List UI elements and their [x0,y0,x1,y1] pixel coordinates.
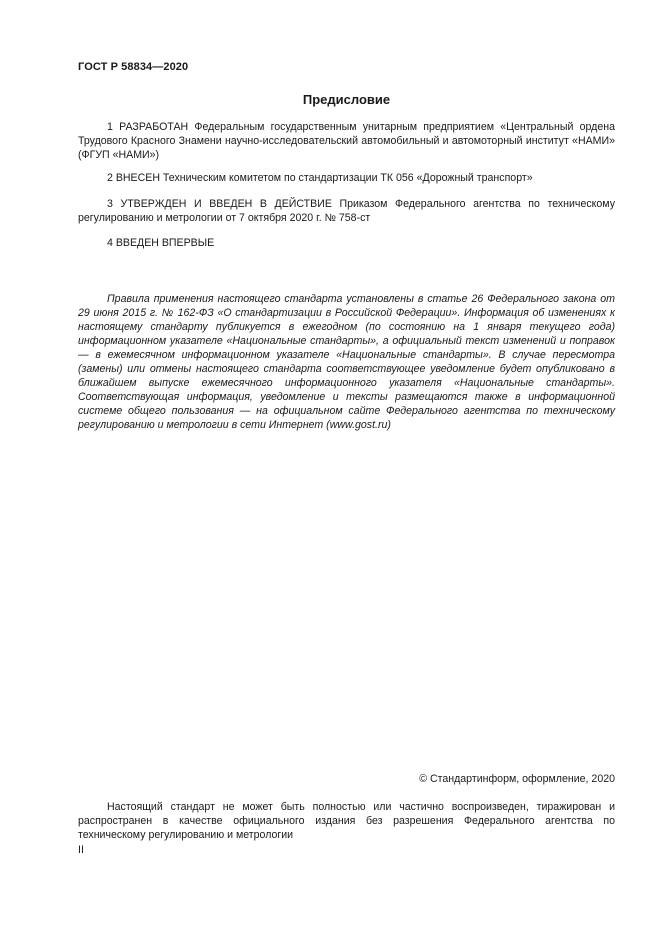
foreword-item-4-text: 4 ВВЕДЕН ВПЕРВЫЕ [107,237,215,249]
foreword-item-1 [78,120,615,162]
foreword-item-2-text: 2 ВНЕСЕН Техническим комитетом по стандартизации ТК 056 «Дорожный транспорт» [107,172,533,184]
copyright-line: © Стандартинформ, оформление, 2020 [419,773,615,785]
reproduction-notice [78,800,615,842]
foreword-item-4 [78,236,615,250]
notice-text: Правила применения настоящего стандарта установлены в статье 26 Федерального закона от 29 июня 2015 г. № 162-ФЗ «О стандартизации в Российской Федерации». Информация об изменениях к настоящему стандарту публикуется в ежегодном (по состоянию на 1 января текущего года) информационном указателе «Национальные стандарты», а официальный текст изменений и поправок — в ежемесячном информационном указателе «Национальные стандарты». В случае пересмотра (замены) или отмены настоящего стандарта соответствующее уведомление будет опубликовано в ближайшем выпуске ежемесячного информационного указателя «Национальные стандарты». Соответствующая информация, уведомление и тексты размещаются также в информационной системе общего пользования — на официальном сайте Федерального агентства по техническому регулированию и метрологии в сети Интернет (www.gost.ru) [78,293,615,431]
foreword-item-1-text: 1 РАЗРАБОТАН Федеральным государственным унитарным предприятием «Центральный ордена Трудового Красного Знамени научно-исследовательский автомобильный и автомоторный институт «НАМИ» (ФГУП «НАМИ») [78,121,615,161]
page-number: II [78,844,84,856]
foreword-item-3 [78,197,615,225]
foreword-item-2 [78,171,615,185]
foreword-item-3-text: 3 УТВЕРЖДЕН И ВВЕДЕН В ДЕЙСТВИЕ Приказом Федерального агентства по техническому регулированию и метрологии от 7 октября 2020 г. № 758-ст [78,198,615,224]
foreword-title: Предисловие [302,92,391,107]
document-code: ГОСТ Р 58834—2020 [78,61,189,73]
reproduction-notice-text: Настоящий стандарт не может быть полностью или частично воспроизведен, тиражирован и распространен в качестве официального издания без разрешения Федерального агентства по техническому регулированию и метрологии [78,801,615,841]
application-rules-notice [78,292,615,432]
